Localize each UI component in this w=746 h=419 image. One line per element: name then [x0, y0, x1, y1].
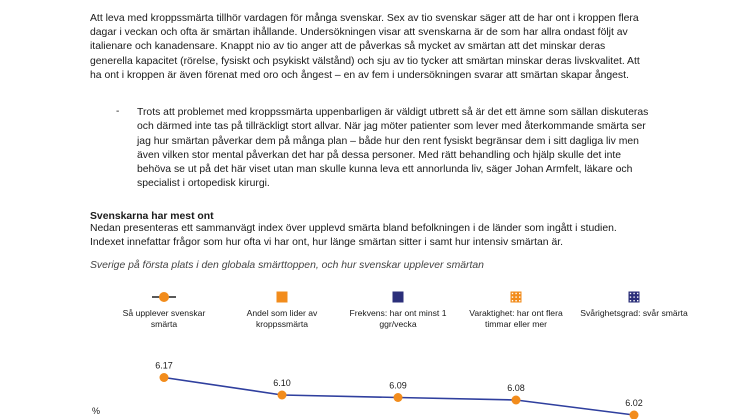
data-point — [394, 393, 403, 402]
legend-label: Så upplever svenskar smärta — [122, 308, 206, 329]
data-label: 6.09 — [389, 380, 407, 391]
data-point — [278, 391, 287, 400]
data-label: 6.10 — [273, 378, 291, 388]
section-heading: Svenskarna har mest ont — [90, 211, 214, 222]
chart-title: Sverige på första plats i den globala smärttoppen, och hur svenskar upplever smärtan — [90, 260, 484, 271]
legend-label: Varaktighet: har ont flera timmar eller mer — [469, 308, 563, 329]
legend-label: Frekvens: har ont minst 1 ggr/vecka — [349, 308, 447, 329]
chart-plot — [88, 282, 728, 419]
section-paragraph: Nedan presenteras ett sammanvägt index över upplevd smärta bland befolkningen i de länder som ingått i studien. Indexet innefattar frågor som hur ofta vi har ont, hur länge smärtan sitter i samt hur intensiv smärtan är. — [90, 223, 617, 249]
quote-bullet: - — [116, 106, 120, 117]
data-label: 6.17 — [155, 360, 173, 371]
data-point — [512, 396, 521, 405]
data-point — [160, 373, 169, 382]
legend-label: Svårighetsgrad: svår smärta — [580, 308, 688, 318]
data-label: 6.08 — [507, 383, 525, 393]
data-point — [630, 411, 639, 419]
data-label: 6.02 — [625, 398, 643, 408]
legend-label: Andel som lider av kroppssmärta — [246, 308, 318, 329]
pain-index-chart — [88, 282, 728, 419]
intro-paragraph: Att leva med kroppssmärta tillhör vardagen för många svenskar. Sex av tio svenskar säger att de har ont i kroppen flera dagar i veckan och ofta är smärtan ihållande. Undersökningen visar att svenskarna är de som har allra ondast följt av italienare och kanadensare. Knappt nio av tio anger att de påverkas så mycket av smärtan att det minskar deras generella kapacitet (rörelse, fysiskt och psykiskt välstånd) och sju av tio tycker att smärtan minskar deras livskvalitet. Att ha ont i kroppen är även förenat med oro och ångest – en av fem i undersökningen svarar att smärtan skapar ångest. — [90, 13, 640, 81]
quote-paragraph: Trots att problemet med kroppssmärta uppenbarligen är väldigt utbrett så är det ett ämne som sällan diskuteras och därmed inte tas på tillräckligt stort allvar. När jag möter patienter som lever med återkommande smärta ser jag hur smärtan påverkar dem på många plan – både hur den rent fysiskt begränsar dem i sitt dagliga liv men även vilken stor mental påverkan det har på dessa personer. Med rätt behandling och hjälp skulle det inte behöva se ut på det här viset utan man skulle kunna leva ett annorlunda liv, säger Johan Armfelt, läkare och specialist i ortopedisk kirurgi. — [137, 107, 649, 190]
axis-unit-label: % — [92, 406, 101, 416]
